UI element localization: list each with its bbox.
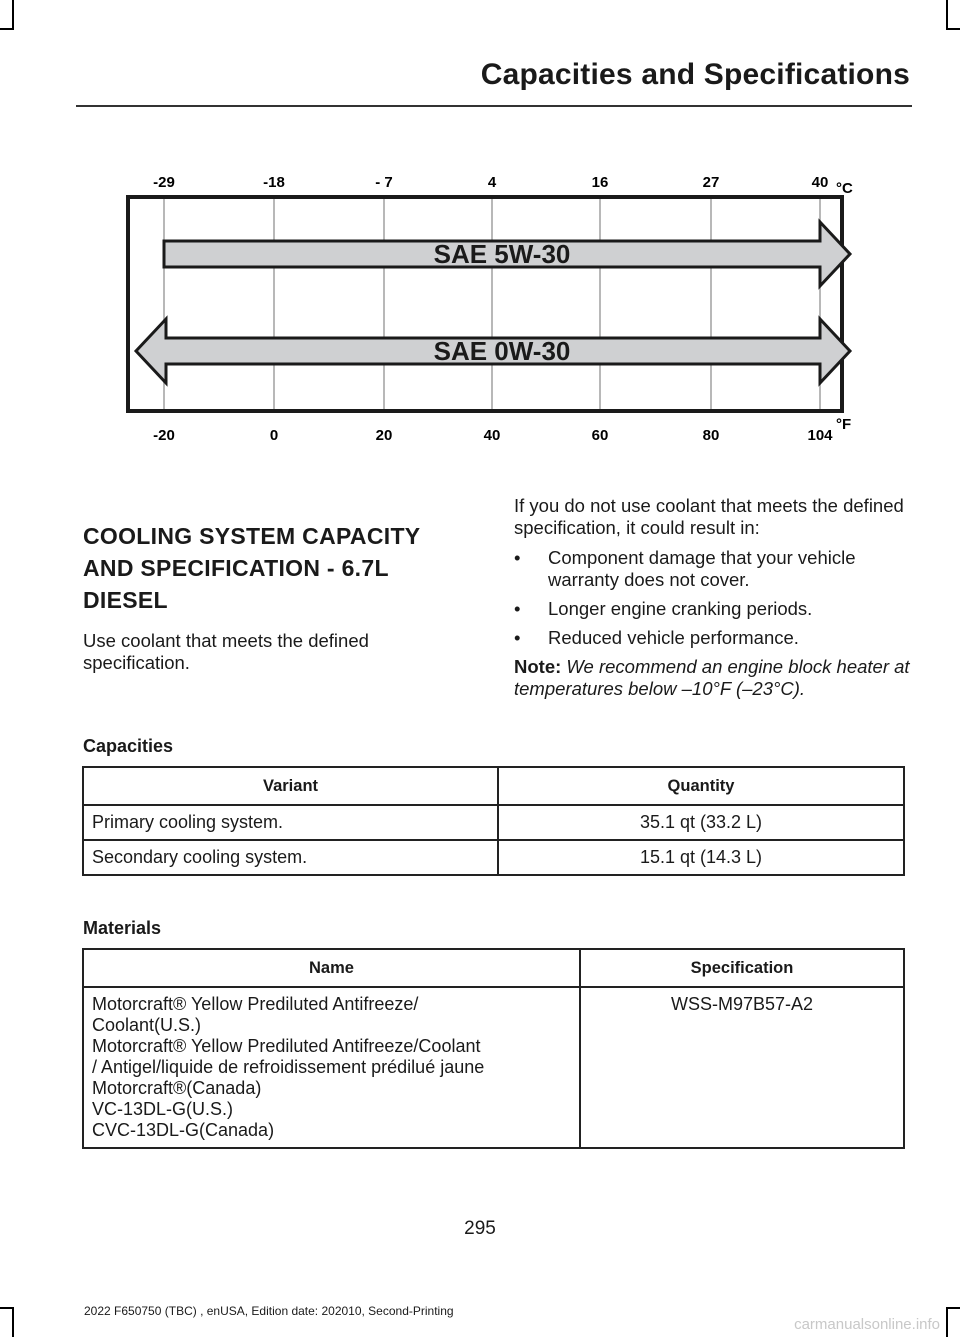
celsius-tick-label: 16: [591, 174, 609, 191]
fahrenheit-tick-label: 80: [702, 427, 720, 444]
intro-paragraph: Use coolant that meets the defined specification.: [83, 630, 369, 673]
celsius-tick-label: -29: [153, 174, 175, 191]
note-text: We recommend an engine block heater at temperatures below –10°F (–23°C).: [514, 656, 910, 699]
celsius-tick-label: -18: [263, 174, 285, 191]
section-heading-line: DIESEL: [83, 587, 168, 613]
bullet-glyph: •: [514, 547, 521, 568]
celsius-tick-label: 4: [487, 174, 497, 191]
viscosity-band-label: SAE 5W-30: [433, 239, 571, 269]
celsius-tick-label: 40: [811, 174, 829, 191]
column-header-name: Name: [83, 949, 580, 987]
capacities-caption: Capacities: [83, 736, 174, 756]
list-item-text: Reduced vehicle performance.: [548, 627, 799, 648]
viscosity-chart-svg: [80, 155, 900, 455]
table-row: [83, 805, 904, 840]
materials-caption: Materials: [83, 918, 162, 938]
watermark: carmanualsonline.info: [794, 1316, 940, 1333]
crop-mark: [946, 0, 948, 28]
celsius-unit-label: °C: [836, 180, 853, 197]
fahrenheit-tick-label: 20: [375, 427, 393, 444]
note-paragraph: [514, 656, 914, 700]
section-heading-line: COOLING SYSTEM CAPACITY: [83, 523, 421, 549]
material-name-line: Motorcraft® Yellow Prediluted Antifreeze/Coolant: [92, 1036, 481, 1056]
bullet-glyph: •: [514, 627, 521, 648]
material-name-line: VC-13DL-G(U.S.): [92, 1099, 234, 1119]
fahrenheit-tick-label: 60: [591, 427, 609, 444]
crop-mark: [12, 1307, 14, 1337]
column-header-specification: Specification: [580, 949, 904, 987]
list-item-text: Longer engine cranking periods.: [548, 598, 813, 619]
section-heading-line: AND SPECIFICATION - 6.7L: [83, 555, 389, 581]
title-divider: [76, 105, 912, 107]
section-heading: [83, 520, 483, 616]
quantity-cell: 35.1 qt (33.2 L): [498, 805, 904, 840]
consequence-list: [514, 547, 914, 649]
variant-cell: Primary cooling system.: [83, 805, 498, 840]
fahrenheit-tick-label: 40: [483, 427, 501, 444]
fahrenheit-tick-label: 0: [269, 427, 279, 444]
page-number: 295: [464, 1218, 496, 1239]
page-title: Capacities and Specifications: [480, 58, 910, 91]
column-header-quantity: Quantity: [498, 767, 904, 805]
table-header-row: [83, 949, 904, 987]
list-item: [514, 547, 914, 591]
list-item-text: Component damage that your vehicle warranty does not cover.: [548, 547, 856, 590]
viscosity-band-label: SAE 0W-30: [433, 336, 571, 366]
table-row: [83, 987, 904, 1148]
crop-mark: [946, 28, 960, 30]
table-row: [83, 840, 904, 875]
crop-mark: [12, 0, 14, 28]
crop-mark: [946, 1307, 948, 1337]
list-item: [514, 598, 914, 620]
material-name-line: / Antigel/liquide de refroidissement prédilué jaune: [92, 1057, 485, 1077]
quantity-cell: 15.1 qt (14.3 L): [498, 840, 904, 875]
material-name-cell: [83, 987, 580, 1148]
crop-mark: [0, 28, 14, 30]
specification-cell: WSS-M97B57-A2: [580, 987, 904, 1148]
material-name-line: Coolant(U.S.): [92, 1015, 202, 1035]
crop-mark: [946, 1307, 960, 1309]
celsius-tick-label: 27: [702, 174, 720, 191]
note-label: Note:: [514, 656, 562, 677]
bullet-glyph: •: [514, 598, 521, 619]
fahrenheit-unit-label: °F: [836, 416, 852, 433]
edition-footer: 2022 F650750 (TBC) , enUSA, Edition date: 202010, Second-Printing: [84, 1304, 454, 1318]
materials-table: [82, 948, 905, 1149]
table-header-row: [83, 767, 904, 805]
list-item: [514, 627, 914, 649]
capacities-table: [82, 766, 905, 876]
material-name-line: Motorcraft® Yellow Prediluted Antifreeze/: [92, 994, 419, 1014]
viscosity-chart: [80, 155, 900, 455]
chart-frame: [128, 197, 842, 411]
variant-cell: Secondary cooling system.: [83, 840, 498, 875]
fahrenheit-tick-label: -20: [153, 427, 175, 444]
warning-column: [514, 495, 914, 700]
material-name-line: CVC-13DL-G(Canada): [92, 1120, 275, 1140]
celsius-tick-label: - 7: [375, 174, 393, 191]
material-name-line: Motorcraft®(Canada): [92, 1078, 262, 1098]
column-header-variant: Variant: [83, 767, 498, 805]
fahrenheit-tick-label: 104: [807, 427, 833, 444]
warning-intro: If you do not use coolant that meets the defined specification, it could result in:: [514, 495, 904, 538]
